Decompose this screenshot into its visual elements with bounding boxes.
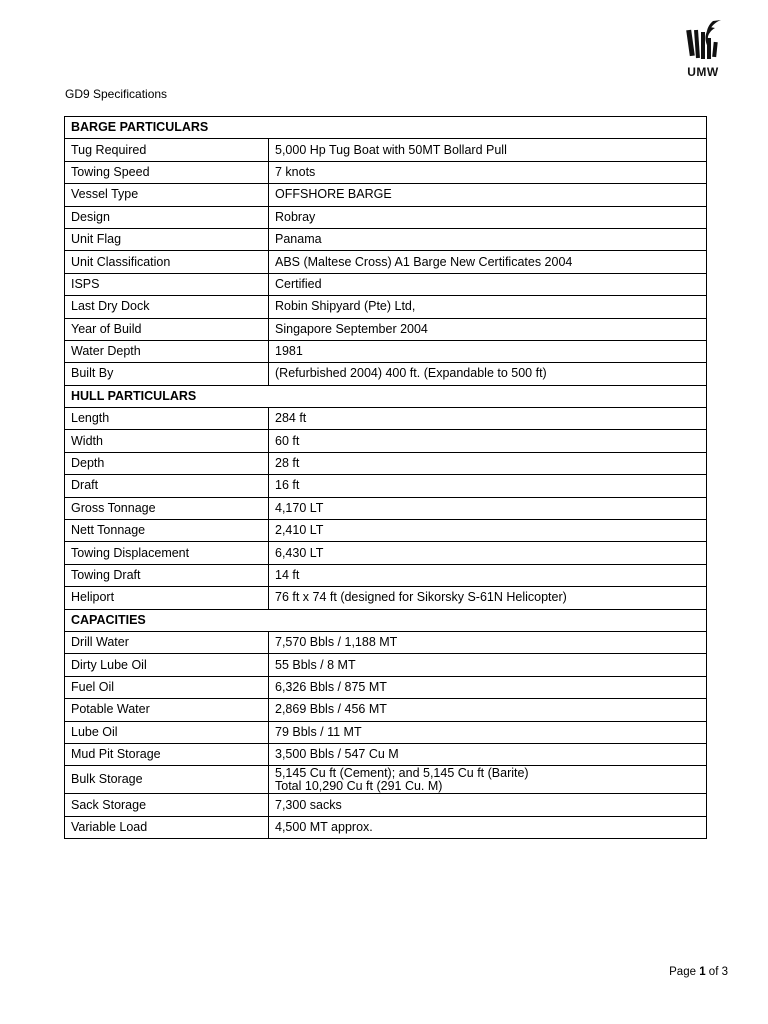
spec-label: Design bbox=[65, 206, 269, 228]
table-row bbox=[65, 206, 707, 228]
table-row bbox=[65, 721, 707, 743]
spec-label: Unit Classification bbox=[65, 251, 269, 273]
table-row bbox=[65, 587, 707, 609]
spec-label: Water Depth bbox=[65, 340, 269, 362]
table-row bbox=[65, 654, 707, 676]
section-title: HULL PARTICULARS bbox=[65, 385, 707, 407]
section-header-row bbox=[65, 609, 707, 631]
table-row bbox=[65, 296, 707, 318]
spec-value: 5,000 Hp Tug Boat with 50MT Bollard Pull bbox=[269, 139, 707, 161]
spec-label: Built By bbox=[65, 363, 269, 385]
spec-label: Last Dry Dock bbox=[65, 296, 269, 318]
table-row bbox=[65, 363, 707, 385]
umw-tiger-emblem-icon bbox=[681, 18, 725, 62]
specifications-table-body bbox=[65, 117, 707, 839]
spec-value: 60 ft bbox=[269, 430, 707, 452]
table-row bbox=[65, 743, 707, 765]
spec-value: 14 ft bbox=[269, 564, 707, 586]
table-row bbox=[65, 542, 707, 564]
spec-value: 2,869 Bbls / 456 MT bbox=[269, 699, 707, 721]
spec-label: Variable Load bbox=[65, 816, 269, 838]
page-of: of bbox=[708, 966, 719, 978]
spec-value: 7,570 Bbls / 1,188 MT bbox=[269, 631, 707, 653]
spec-value: Robray bbox=[269, 206, 707, 228]
spec-label: Nett Tonnage bbox=[65, 520, 269, 542]
spec-value-line: Total 10,290 Cu ft (291 Cu. M) bbox=[275, 778, 443, 793]
section-title: CAPACITIES bbox=[65, 609, 707, 631]
spec-value: 1981 bbox=[269, 340, 707, 362]
spec-label: Towing Draft bbox=[65, 564, 269, 586]
spec-value: 3,500 Bbls / 547 Cu M bbox=[269, 743, 707, 765]
spec-value: 7 knots bbox=[269, 161, 707, 183]
spec-value: 6,326 Bbls / 875 MT bbox=[269, 676, 707, 698]
spec-label: Draft bbox=[65, 475, 269, 497]
table-row bbox=[65, 497, 707, 519]
spec-label: Lube Oil bbox=[65, 721, 269, 743]
spec-value-line: 5,145 Cu ft (Cement); and 5,145 Cu ft (Barite) bbox=[275, 765, 529, 780]
spec-value: 284 ft bbox=[269, 408, 707, 430]
table-row bbox=[65, 251, 707, 273]
spec-label: Vessel Type bbox=[65, 184, 269, 206]
spec-label: Bulk Storage bbox=[65, 766, 269, 794]
spec-value: Panama bbox=[269, 228, 707, 250]
table-row bbox=[65, 475, 707, 497]
spec-value: 16 ft bbox=[269, 475, 707, 497]
spec-label: Width bbox=[65, 430, 269, 452]
spec-value: 76 ft x 74 ft (designed for Sikorsky S-61N Helicopter) bbox=[269, 587, 707, 609]
spec-value: 79 Bbls / 11 MT bbox=[269, 721, 707, 743]
table-row bbox=[65, 161, 707, 183]
table-row bbox=[65, 699, 707, 721]
spec-label: Dirty Lube Oil bbox=[65, 654, 269, 676]
table-row bbox=[65, 273, 707, 295]
spec-label: Drill Water bbox=[65, 631, 269, 653]
table-row bbox=[65, 228, 707, 250]
table-row bbox=[65, 318, 707, 340]
spec-value: 28 ft bbox=[269, 452, 707, 474]
spec-value: Singapore September 2004 bbox=[269, 318, 707, 340]
spec-label: Heliport bbox=[65, 587, 269, 609]
spec-label: Length bbox=[65, 408, 269, 430]
spec-label: Depth bbox=[65, 452, 269, 474]
spec-value: (Refurbished 2004) 400 ft. (Expandable to 500 ft) bbox=[269, 363, 707, 385]
spec-label: Mud Pit Storage bbox=[65, 743, 269, 765]
spec-value bbox=[269, 766, 707, 794]
table-row bbox=[65, 452, 707, 474]
page-current: 1 bbox=[699, 966, 706, 978]
spec-label: Fuel Oil bbox=[65, 676, 269, 698]
table-row bbox=[65, 408, 707, 430]
table-row bbox=[65, 139, 707, 161]
section-header-row bbox=[65, 385, 707, 407]
document-title: GD9 Specifications bbox=[65, 87, 168, 101]
spec-value: Certified bbox=[269, 273, 707, 295]
spec-value: OFFSHORE BARGE bbox=[269, 184, 707, 206]
table-row bbox=[65, 766, 707, 794]
spec-value: 4,170 LT bbox=[269, 497, 707, 519]
spec-label: Sack Storage bbox=[65, 794, 269, 816]
spec-value: 4,500 MT approx. bbox=[269, 816, 707, 838]
table-row bbox=[65, 631, 707, 653]
table-row bbox=[65, 520, 707, 542]
spec-label: Towing Displacement bbox=[65, 542, 269, 564]
spec-label: Unit Flag bbox=[65, 228, 269, 250]
spec-label: Towing Speed bbox=[65, 161, 269, 183]
spec-value: 55 Bbls / 8 MT bbox=[269, 654, 707, 676]
table-row bbox=[65, 816, 707, 838]
page-number bbox=[669, 966, 728, 978]
section-header-row bbox=[65, 117, 707, 139]
spec-label: Potable Water bbox=[65, 699, 269, 721]
page-total: 3 bbox=[721, 966, 728, 978]
page-label: Page bbox=[669, 966, 696, 978]
spec-value: 7,300 sacks bbox=[269, 794, 707, 816]
spec-label: ISPS bbox=[65, 273, 269, 295]
spec-value: 6,430 LT bbox=[269, 542, 707, 564]
table-row bbox=[65, 184, 707, 206]
spec-label: Gross Tonnage bbox=[65, 497, 269, 519]
table-row bbox=[65, 676, 707, 698]
table-row bbox=[65, 340, 707, 362]
table-row bbox=[65, 794, 707, 816]
logo-text: UMW bbox=[687, 65, 719, 79]
spec-label: Year of Build bbox=[65, 318, 269, 340]
spec-value: Robin Shipyard (Pte) Ltd, bbox=[269, 296, 707, 318]
table-row bbox=[65, 430, 707, 452]
umw-logo bbox=[678, 18, 728, 80]
specifications-table bbox=[64, 116, 707, 839]
table-row bbox=[65, 564, 707, 586]
section-title: BARGE PARTICULARS bbox=[65, 117, 707, 139]
spec-value: ABS (Maltese Cross) A1 Barge New Certificates 2004 bbox=[269, 251, 707, 273]
spec-label: Tug Required bbox=[65, 139, 269, 161]
spec-value: 2,410 LT bbox=[269, 520, 707, 542]
